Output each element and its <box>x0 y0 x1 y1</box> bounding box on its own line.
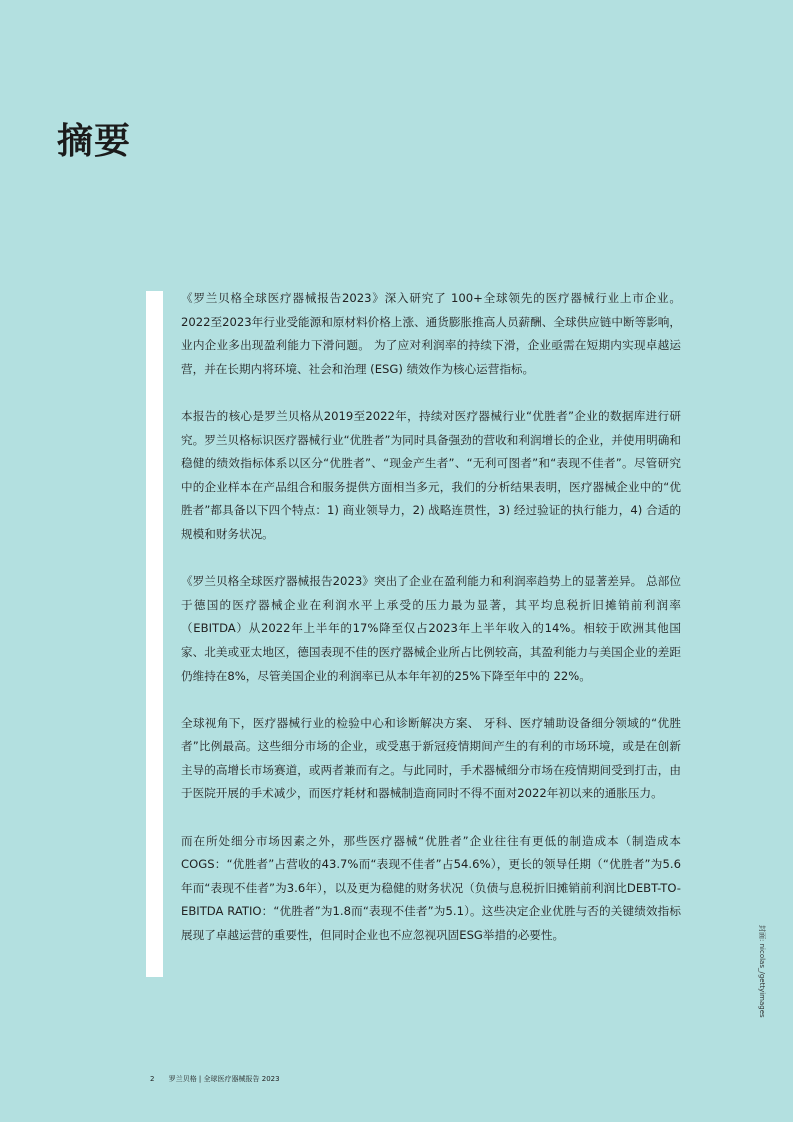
page-title: 摘要 <box>57 121 132 163</box>
summary-paragraph-4: 全球视角下，医疗器械行业的检验中心和诊断解决方案、 牙科、医疗辅助设备细分领域的“优胜者”比例最高。这些细分市场的企业，或受惠于新冠疫情期间产生的有利的市场环境，或是在创新主导的高增长市场赛道，或两者兼而有之。与此同时，手术器械细分市场在疫情期间受到打击，由于医院开展的手术减少，而医疗耗材和器械制造商同时不得不面对2022年初以来的通胀压力。 <box>181 715 681 801</box>
running-title: 罗兰贝格 | 全球医疗器械报告 2023 <box>168 1075 280 1083</box>
summary-paragraph-3: 《罗兰贝格全球医疗器械报告2023》突出了企业在盈利能力和利润率趋势上的显著差异。 总部位于德国的医疗器械企业在利润水平上承受的压力最为显著，其平均息税折旧摊销前利润率（EBITDA）从2022年上半年的17%降至仅占2023年上半年收入的14%。相较于欧洲其他国家、北美或亚太地区，德国表现不佳的医疗器械企业所占比例较高，其盈利能力与美国企业的差距仍维持在8%，尽管美国企业的利润率已从本年年初的25%下降至年中的 22%。 <box>181 574 681 683</box>
accent-bar <box>146 291 163 977</box>
photo-credit: 封面: nicolas_/gettyimages <box>758 925 766 1018</box>
summary-paragraph-2: 本报告的核心是罗兰贝格从2019至2022年，持续对医疗器械行业“优胜者”企业的数据库进行研究。罗兰贝格标识医疗器械行业“优胜者”为同时具备强劲的营收和利润增长的企业，并使用明确和稳健的绩效指标体系以区分“优胜者”、“现金产生者”、“无利可图者”和“表现不佳者”。尽管研究中的企业样本在产品组合和服务提供方面相当多元，我们的分析结果表明，医疗器械企业中的“优胜者”都具备以下四个特点：1) 商业领导力，2) 战略连贯性，3) 经过验证的执行能力，4) 合适的规模和财务状况。 <box>181 408 681 541</box>
page-number: 2 <box>150 1075 155 1083</box>
page-footer <box>150 1074 280 1084</box>
summary-paragraph-5: 而在所处细分市场因素之外，那些医疗器械“优胜者”企业往往有更低的制造成本（制造成本COGS：“优胜者”占营收的43.7%而“表现不佳者”占54.6%），更长的领导任期（“优胜者”为5.6年而“表现不佳者”为3.6年），以及更为稳健的财务状况（负债与息税折旧摊销前利润比DEBT-TO-EBITDA RATIO：“优胜者”为1.8而“表现不佳者”为5.1）。这些决定企业优胜与否的关键绩效指标展现了卓越运营的重要性，但同时企业也不应忽视巩固ESG举措的必要性。 <box>181 833 681 943</box>
summary-paragraph-1: 《罗兰贝格全球医疗器械报告2023》深入研究了 100+全球领先的医疗器械行业上市企业。2022至2023年行业受能源和原材料价格上涨、通货膨胀推高人员薪酬、全球供应链中断等影响，业内企业多出现盈利能力下滑问题。 为了应对利润率的持续下滑，企业亟需在短期内实现卓越运营，并在长期内将环境、社会和治理 (ESG) 绩效作为核心运营指标。 <box>181 291 681 376</box>
summary-body <box>181 287 681 971</box>
